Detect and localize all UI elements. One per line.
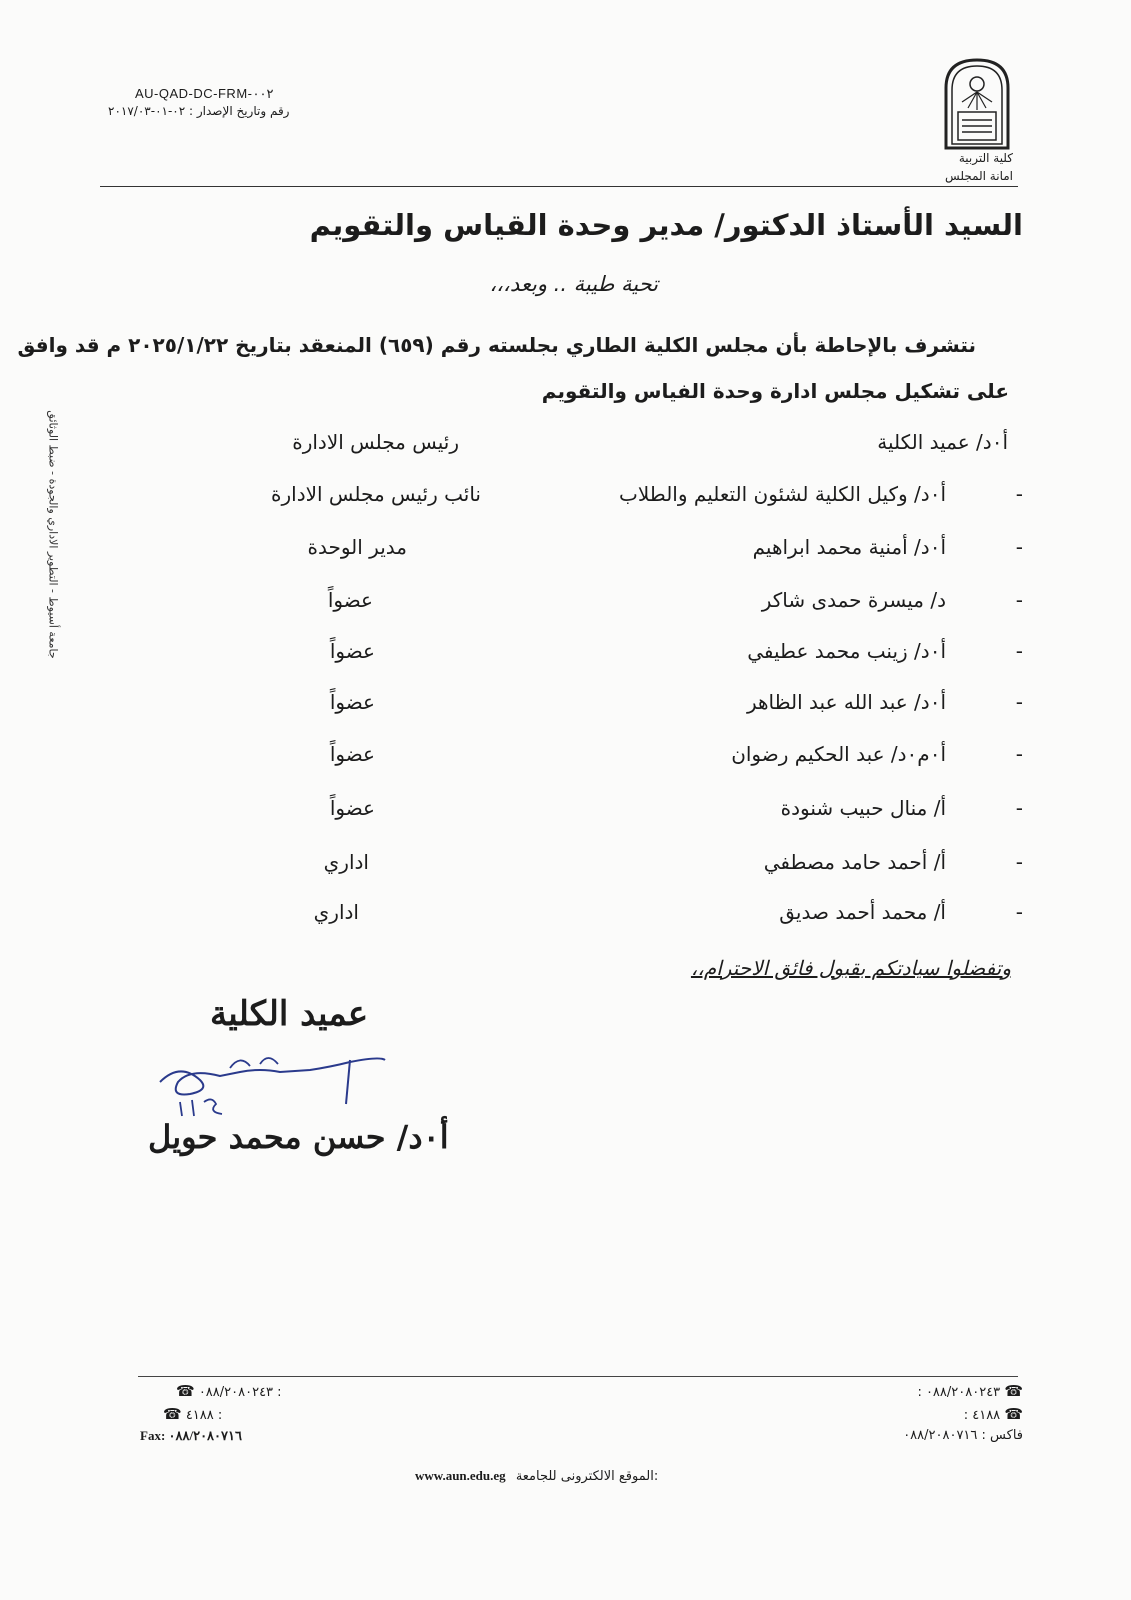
member-name: أ٠د/ أمنية محمد ابراهيم bbox=[752, 535, 946, 559]
telephone-icon: ☎ bbox=[176, 1382, 195, 1400]
issue-line: رقم وتاريخ الإصدار : ٠٢-٠١-٢٠١٧/٠٣ bbox=[108, 104, 290, 118]
member-role: عضواً bbox=[329, 742, 375, 766]
footer-right-phone-2 bbox=[964, 1405, 1023, 1423]
telephone-icon: ☎ bbox=[163, 1405, 182, 1423]
list-dash: - bbox=[1015, 482, 1023, 506]
list-dash: - bbox=[1015, 900, 1023, 924]
member-role: اداري bbox=[313, 900, 359, 924]
list-dash: - bbox=[1015, 588, 1023, 612]
member-row bbox=[0, 639, 1131, 679]
member-name: أ٠د/ زينب محمد عطيفي bbox=[747, 639, 946, 663]
footer-divider bbox=[138, 1376, 1018, 1377]
member-role: رئيس مجلس الادارة bbox=[292, 430, 459, 454]
recipient-heading: السيد الأستاذ الدكتور/ مدير وحدة القياس والتقويم bbox=[309, 208, 1023, 242]
member-name: أ٠م٠د/ عبد الحكيم رضوان bbox=[731, 742, 946, 766]
council-secretariat: امانة المجلس bbox=[945, 169, 1013, 183]
side-margin-text: جامعة أسيوط - التطوير الاداري والجودة - ضبط الوثائق bbox=[46, 410, 60, 659]
member-row bbox=[0, 482, 1131, 522]
footer-right-fax: فاكس : ٠٨٨/٢٠٨٠٧١٦ bbox=[903, 1428, 1023, 1443]
member-role: عضواً bbox=[329, 796, 375, 820]
member-name: أ٠د/ وكيل الكلية لشئون التعليم والطلاب bbox=[619, 482, 946, 506]
telephone-icon: ☎ bbox=[1004, 1405, 1023, 1423]
member-role: عضواً bbox=[329, 639, 375, 663]
member-name: د/ ميسرة حمدى شاكر bbox=[761, 588, 946, 612]
list-dash: - bbox=[1015, 850, 1023, 874]
website-label: الموقع الالكترونى للجامعة: bbox=[515, 1469, 659, 1484]
faculty-name: كلية التربية bbox=[958, 151, 1013, 165]
handwritten-signature bbox=[150, 1042, 390, 1122]
member-name: أ٠د/ عميد الكلية bbox=[877, 430, 1008, 454]
list-dash: - bbox=[1015, 742, 1023, 766]
website-line bbox=[415, 1468, 658, 1484]
footer-left-fax: Fax: ٠٨٨/٢٠٨٠٧١٦ bbox=[140, 1428, 242, 1443]
university-logo bbox=[940, 56, 1014, 152]
header-divider bbox=[100, 186, 1018, 187]
dean-title: عميد الكلية bbox=[210, 994, 369, 1034]
form-code: AU-QAD-DC-FRM-٠٠٢ bbox=[135, 86, 274, 101]
footer-left-phone-2 bbox=[163, 1405, 222, 1423]
closing-line: وتفضلوا سيادتكم بقبول فائق الاحترام،، bbox=[690, 956, 1011, 980]
member-name: أ٠د/ عبد الله عبد الظاهر bbox=[746, 690, 946, 714]
website-link[interactable]: www.aun.edu.eg bbox=[415, 1468, 506, 1483]
list-dash: - bbox=[1015, 690, 1023, 714]
list-dash: - bbox=[1015, 535, 1023, 559]
member-name: أ/ أحمد حامد مصطفي bbox=[763, 850, 946, 874]
member-row bbox=[0, 535, 1131, 575]
member-role: مدير الوحدة bbox=[307, 535, 407, 559]
member-name: أ/ محمد أحمد صديق bbox=[779, 900, 946, 924]
member-row bbox=[0, 850, 1131, 890]
greeting: تحية طيبة .. وبعد،،، bbox=[489, 272, 658, 296]
phone-number: ٤١٨٨ : bbox=[963, 1408, 1001, 1423]
member-row bbox=[0, 588, 1131, 628]
member-role: اداري bbox=[323, 850, 369, 874]
member-role: عضواً bbox=[329, 690, 375, 714]
member-role: عضواً bbox=[327, 588, 373, 612]
member-row bbox=[0, 796, 1131, 836]
list-dash: - bbox=[1015, 639, 1023, 663]
paragraph-line-2: على تشكيل مجلس ادارة وحدة الفياس والتقويم bbox=[541, 379, 1009, 403]
phone-number: ٠٨٨/٢٠٨٠٢٤٣ : bbox=[917, 1385, 1001, 1400]
paragraph-line-1: نتشرف بالإحاطة بأن مجلس الكلية الطاري بجلسته رقم (٦٥٩) المنعقد بتاريخ ٢٠٢٥/١/٢٢ م قد وافق bbox=[17, 333, 976, 357]
telephone-icon: ☎ bbox=[1004, 1382, 1023, 1400]
phone-number: ٠٨٨/٢٠٨٠٢٤٣ : bbox=[198, 1385, 282, 1400]
member-row bbox=[0, 430, 1131, 470]
list-dash: - bbox=[1015, 796, 1023, 820]
footer-left-phone-1 bbox=[176, 1382, 282, 1400]
footer-right-phone-1 bbox=[917, 1382, 1023, 1400]
member-row bbox=[0, 900, 1131, 940]
member-row bbox=[0, 742, 1131, 782]
member-name: أ/ منال حبيب شنودة bbox=[780, 796, 946, 820]
dean-name: أ٠د/ حسن محمد حويل bbox=[148, 1118, 449, 1156]
member-role: نائب رئيس مجلس الادارة bbox=[271, 482, 481, 506]
phone-number: ٤١٨٨ : bbox=[185, 1408, 223, 1423]
member-row bbox=[0, 690, 1131, 730]
